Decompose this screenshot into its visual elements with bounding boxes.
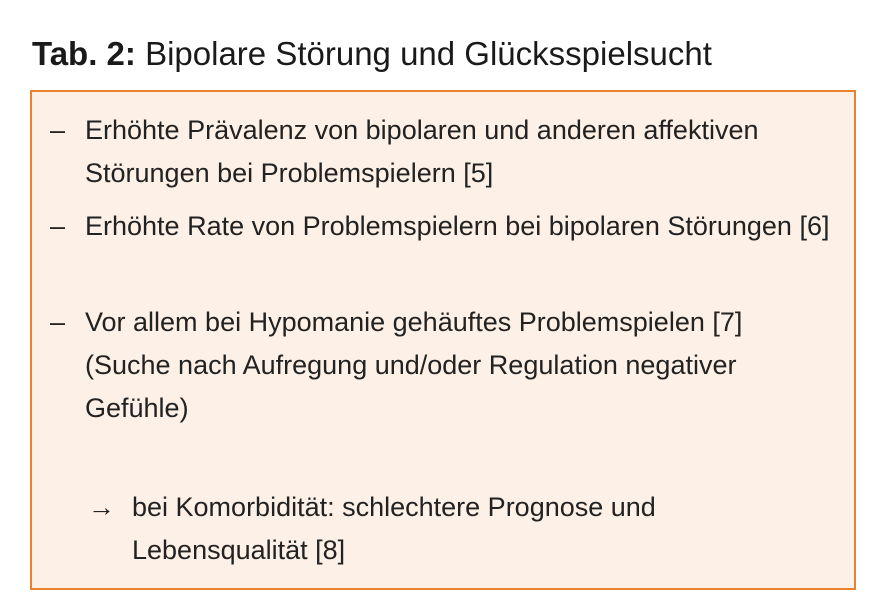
table-title-text: Bipolare Störung und Glücksspielsucht xyxy=(145,35,712,72)
list-item-text: Vor allem bei Hypomanie gehäuftes Problemspielen [7] (Suche nach Aufregung und/oder Regulation negativer Gefühle) xyxy=(85,307,743,423)
table-number-label: Tab. 2: xyxy=(32,35,136,72)
bullet-dash: – xyxy=(50,211,66,241)
list-item-text: Erhöhte Rate von Problemspielern bei bipolaren Störungen [6] xyxy=(85,211,830,241)
bullet-dash: – xyxy=(50,307,66,337)
content-box xyxy=(30,90,856,590)
bullet-dash: – xyxy=(50,115,66,145)
list-item-text: Erhöhte Prävalenz von bipolaren und anderen affektiven Störungen bei Problemspielern [5] xyxy=(85,115,759,188)
conclusion-text: bei Komorbidität: schlechtere Prognose und Lebensqualität [8] xyxy=(132,492,656,565)
table-title xyxy=(32,32,712,76)
arrow-right-icon: → xyxy=(88,492,115,522)
